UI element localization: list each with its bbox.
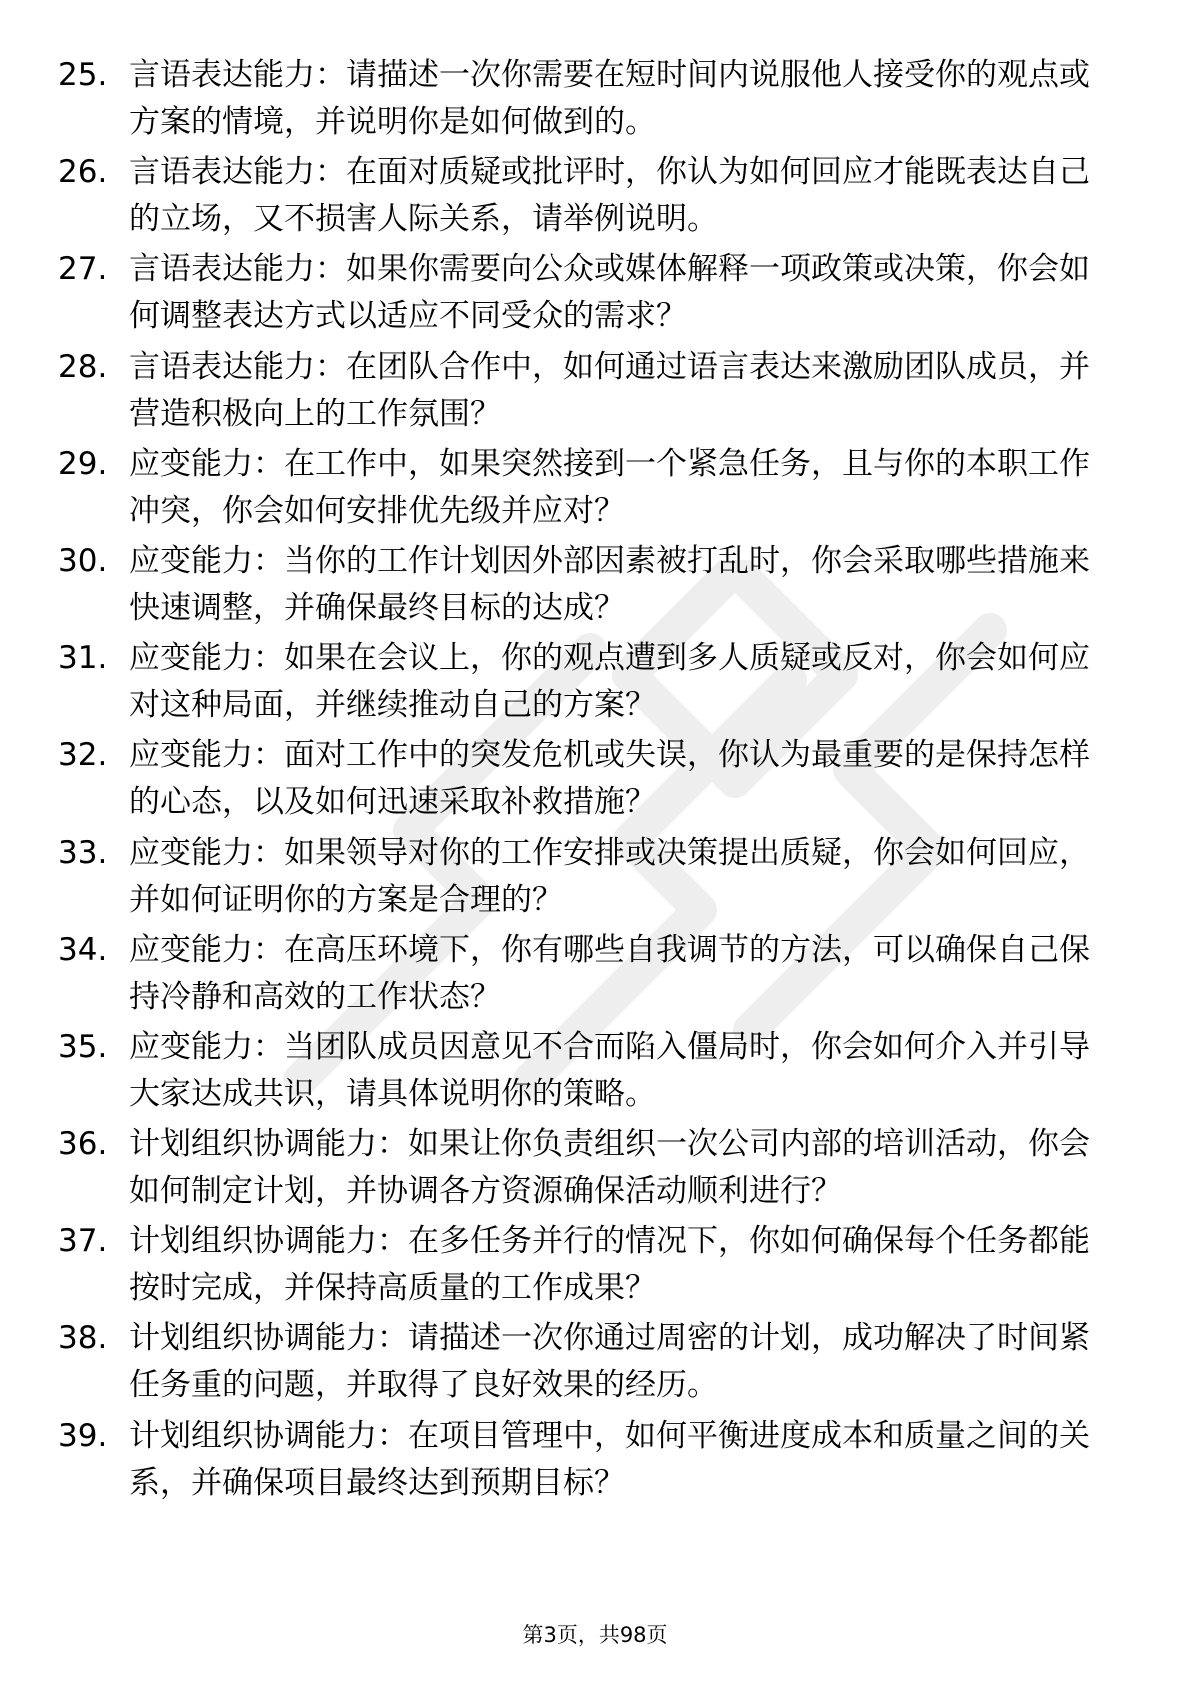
question-number: 28. [58,348,108,385]
question-item [58,538,1118,635]
question-number: 30. [58,542,108,579]
question-item [58,246,1118,343]
question-item [58,635,1118,732]
question-text: 言语表达能力：请描述一次你需要在短时间内说服他人接受你的观点或方案的情境，并说明你是如何做到的。 [129,57,1090,140]
question-item [58,830,1118,927]
question-number: 39. [58,1417,108,1454]
question-item [58,1218,1118,1315]
question-text: 言语表达能力：在面对质疑或批评时，你认为如何回应才能既表达自己的立场，又不损害人际关系，请举例说明。 [129,154,1090,238]
question-text: 应变能力：如果领导对你的工作安排或决策提出质疑，你会如何回应，并如何证明你的方案是合理的？ [129,834,1090,918]
question-text: 言语表达能力：在团队合作中，如何通过语言表达来激励团队成员，并营造积极向上的工作氛围？ [129,348,1090,432]
question-number: 38. [58,1320,108,1357]
question-text: 应变能力：当你的工作计划因外部因素被打乱时，你会采取哪些措施来快速调整，并确保最终目标的达成？ [129,542,1090,626]
question-item [58,1024,1118,1121]
question-number: 27. [58,251,108,288]
question-number: 34. [58,931,108,968]
question-text: 应变能力：在工作中，如果突然接到一个紧急任务，且与你的本职工作冲突，你会如何安排优先级并应对？ [129,445,1090,529]
question-item [58,52,1118,149]
question-number: 26. [58,154,108,191]
question-text: 应变能力：面对工作中的突发危机或失误，你认为最重要的是保持怎样的心态，以及如何迅速采取补救措施？ [129,737,1090,821]
question-number: 29. [58,445,108,482]
question-number: 36. [58,1126,108,1163]
question-item [58,1121,1118,1218]
question-number: 25. [58,57,108,93]
question-text: 计划组织协调能力：如果让你负责组织一次公司内部的培训活动，你会如何制定计划，并协调各方资源确保活动顺利进行？ [129,1126,1090,1210]
question-text: 言语表达能力：如果你需要向公众或媒体解释一项政策或决策，你会如何调整表达方式以适应不同受众的需求？ [129,251,1090,335]
question-number: 37. [58,1223,108,1260]
question-item [58,927,1118,1024]
question-item [58,441,1118,538]
question-item [58,1413,1118,1510]
question-number: 35. [58,1028,108,1065]
question-number: 31. [58,640,108,677]
page-indicator: 第3页，共98页 [522,1623,668,1647]
question-text: 计划组织协调能力：在多任务并行的情况下，你如何确保每个任务都能按时完成，并保持高质量的工作成果？ [129,1223,1090,1307]
question-list [58,52,1118,1510]
question-text: 计划组织协调能力：在项目管理中，如何平衡进度成本和质量之间的关系，并确保项目最终达到预期目标？ [129,1417,1090,1501]
question-number: 32. [58,737,108,774]
question-text: 应变能力：如果在会议上，你的观点遭到多人质疑或反对，你会如何应对这种局面，并继续推动自己的方案？ [129,640,1090,724]
question-text: 计划组织协调能力：请描述一次你通过周密的计划，成功解决了时间紧任务重的问题，并取得了良好效果的经历。 [129,1320,1090,1404]
question-item [58,149,1118,246]
question-text: 应变能力：当团队成员因意见不合而陷入僵局时，你会如何介入并引导大家达成共识，请具体说明你的策略。 [129,1028,1090,1112]
question-item [58,1315,1118,1412]
question-item [58,344,1118,441]
question-number: 33. [58,834,108,871]
question-text: 应变能力：在高压环境下，你有哪些自我调节的方法，可以确保自己保持冷静和高效的工作状态？ [129,931,1090,1015]
question-item [58,732,1118,829]
